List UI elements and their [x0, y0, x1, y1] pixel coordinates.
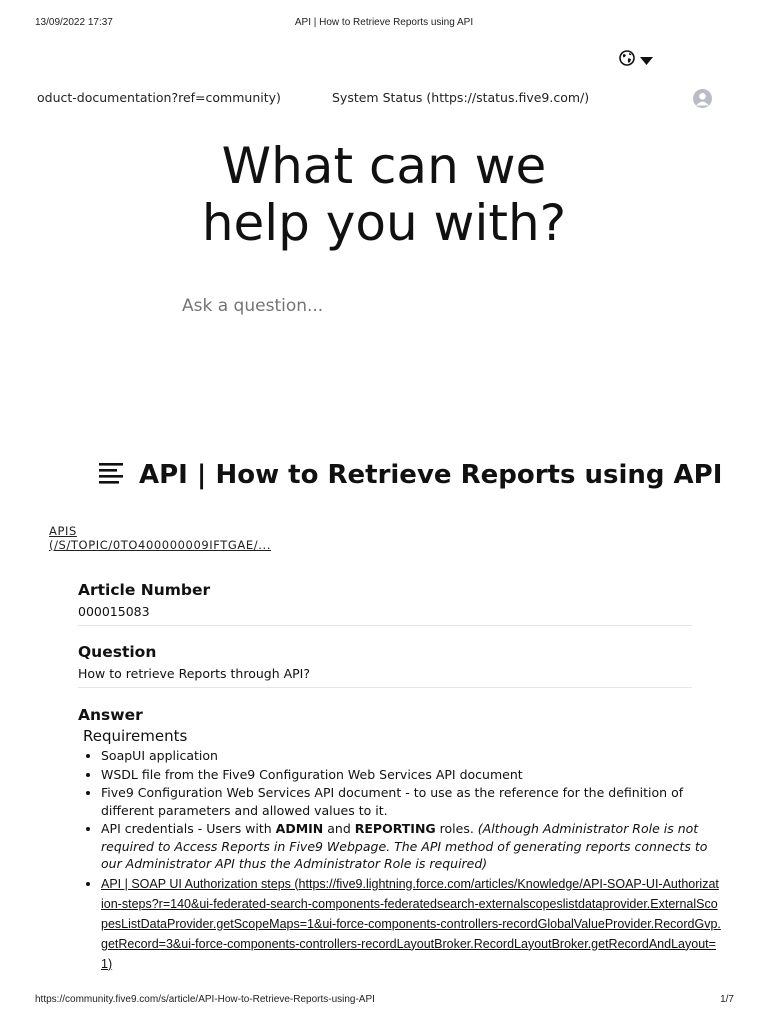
reporting-role: REPORTING	[354, 821, 436, 836]
hero-heading	[0, 138, 768, 252]
credentials-roles: roles.	[435, 821, 478, 836]
article-title-row	[98, 460, 722, 490]
chevron-down-icon	[640, 51, 653, 70]
language-selector[interactable]	[619, 50, 653, 70]
list-item: • Five9 Configuration Web Services API document - to use as the reference for the definition of different parameters and allowed values to it.	[101, 784, 721, 819]
hero-line-1: What can we	[221, 137, 547, 195]
list-item-link	[101, 874, 721, 974]
requirements-list	[78, 747, 721, 975]
topic-link-path[interactable]: (/S/TOPIC/0TO400000009IFTGAE/...	[49, 538, 271, 552]
list-item-credentials	[101, 820, 721, 873]
nav-link-product-documentation[interactable]: oduct-documentation?ref=community)	[37, 90, 281, 105]
field-label: Answer	[78, 706, 143, 724]
footer-page-number: 1/7	[720, 994, 734, 1005]
topic-breadcrumb	[49, 524, 271, 552]
field-label: Article Number	[78, 581, 211, 599]
search-input[interactable]	[182, 296, 602, 316]
list-menu-icon	[98, 461, 125, 489]
admin-role: ADMIN	[275, 821, 324, 836]
field-value: How to retrieve Reports through API?	[78, 666, 692, 688]
field-label: Question	[78, 643, 157, 661]
question-field	[78, 643, 692, 688]
topic-link-apis[interactable]: APIS	[49, 524, 77, 538]
user-icon	[693, 93, 712, 108]
field-value: 000015083	[78, 604, 692, 626]
print-title: API | How to Retrieve Reports using API	[294, 17, 474, 28]
user-avatar[interactable]	[693, 89, 712, 108]
nav-link-system-status[interactable]: System Status (https://status.five9.com/)	[332, 90, 590, 105]
article-number-field	[78, 581, 692, 626]
article-title: API | How to Retrieve Reports using API	[139, 460, 723, 490]
footer-url: https://community.five9.com/s/article/API-How-to-Retrieve-Reports-using-API	[35, 994, 375, 1005]
credentials-prefix: API credentials - Users with	[101, 821, 276, 836]
hero-line-2: help you with?	[201, 194, 567, 252]
soap-ui-authorization-link[interactable]: API | SOAP UI Authorization steps (https://five9.lightning.force.com/articles/Knowledge/API-SOAP-UI-Authorization-steps?r=140&ui-federated-search-components-federatedsearch-externalscopeslistdataprovider.ExternalScopesListDataProvider.getScopeMaps=1&ui-force-components-controllers-recordGlobalValueProvider.RecordGvp.getRecord=3&ui-force-components-controllers-recordLayoutBroker.RecordLayoutBroker.getRecordAndLayout=1)	[101, 876, 721, 971]
print-date: 13/09/2022 17:37	[35, 17, 113, 28]
credentials-note: (Although Administrator Role is not required to Access Reports in Five9 Webpage. The API method of generating reports connects to our Administrator API thus the Administrator Role is required)	[101, 821, 708, 871]
requirements-heading: Requirements	[83, 727, 188, 745]
credentials-and: and	[323, 821, 355, 836]
list-item: • SoapUI application	[101, 747, 721, 765]
list-item: • WSDL file from the Five9 Configuration Web Services API document	[101, 766, 721, 784]
globe-icon	[619, 50, 635, 70]
answer-field	[78, 706, 692, 729]
